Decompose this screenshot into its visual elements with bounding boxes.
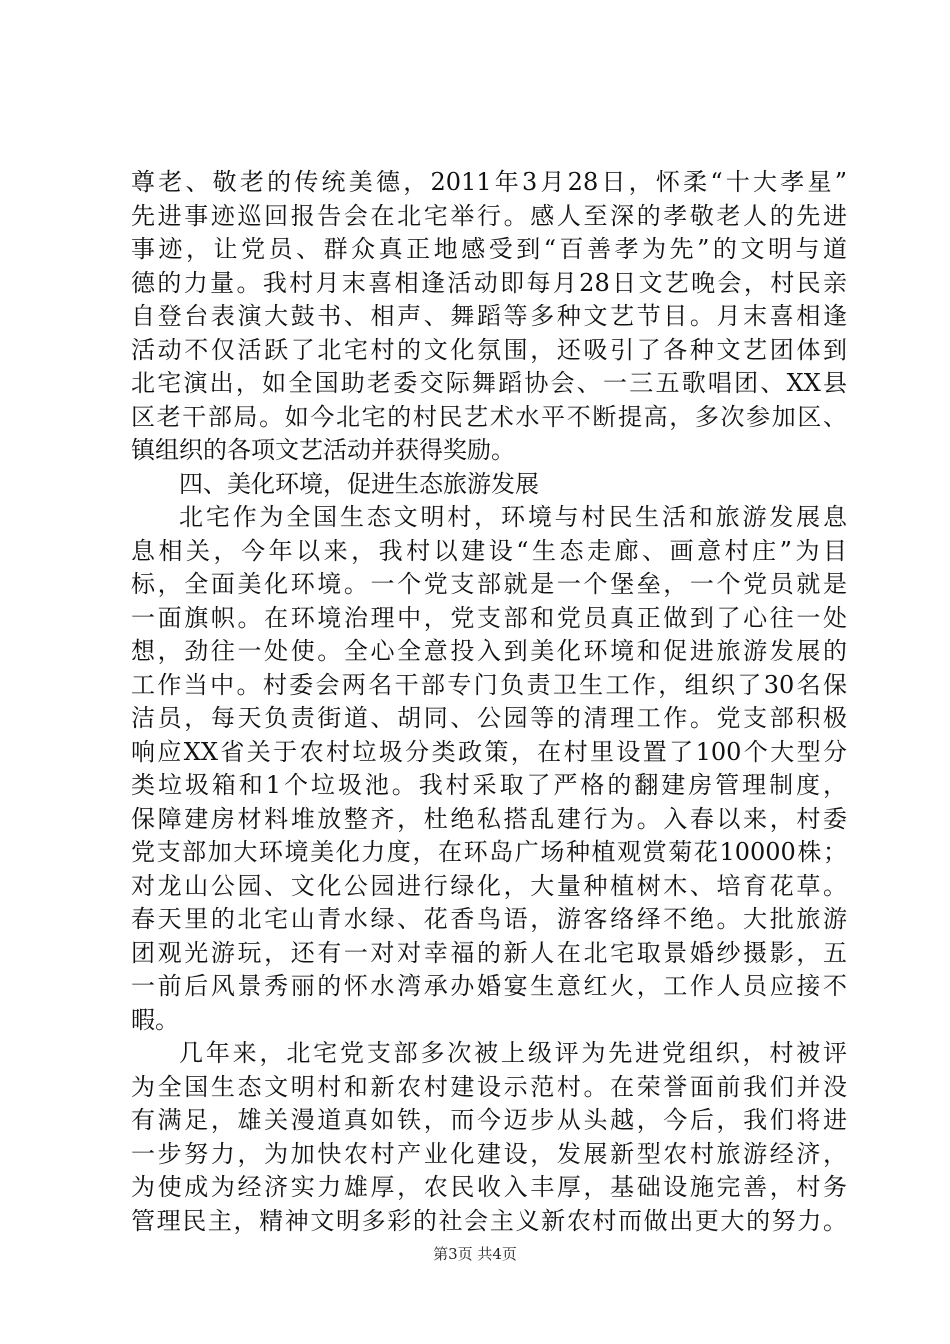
- text-line: 为全国生态文明村和新农村建设示范村。在荣誉面前我们并没: [131, 1072, 847, 1101]
- text-line: 北宅演出，如全国助老委交际舞蹈协会、一三五歌唱团、XX县: [131, 369, 847, 397]
- text-line: 德的力量。我村月末喜相逢活动即每月28日文艺晚会，村民亲: [131, 268, 847, 297]
- text-line: 区老干部局。如今北宅的村民艺术水平不断提高，多次参加区、: [131, 402, 847, 431]
- text-line: 团观光游玩，还有一对对幸福的新人在北宅取景婚纱摄影，五: [131, 938, 847, 967]
- text-line: 几年来，北宅党支部多次被上级评为先进党组织，村被评: [179, 1039, 847, 1067]
- text-line: 洁员，每天负责街道、胡同、公园等的清理工作。党支部积极: [131, 704, 847, 732]
- text-line: 工作当中。村委会两名干部专门负责卫生工作，组织了30名保: [131, 670, 847, 699]
- text-line: 息相关，今年以来，我村以建设“生态走廊、画意村庄”为目: [131, 536, 847, 565]
- text-line: 事迹，让党员、群众真正地感受到“百善孝为先”的文明与道: [131, 235, 847, 263]
- text-line: 一前后风景秀丽的怀水湾承办婚宴生意红火，工作人员应接不: [131, 972, 847, 1000]
- text-line: 北宅作为全国生态文明村，环境与村民生活和旅游发展息: [179, 503, 847, 531]
- text-line: 活动不仅活跃了北宅村的文化氛围，还吸引了各种文艺团体到: [131, 335, 847, 364]
- text-line: 标，全面美化环境。一个党支部就是一个堡垒，一个党员就是: [131, 570, 847, 598]
- text-line: 想，劲往一处使。全心全意投入到美化环境和促进旅游发展的: [131, 637, 847, 665]
- text-line: 为使成为经济实力雄厚，农民收入丰厚，基础设施完善，村务: [131, 1173, 847, 1201]
- text-line: 有满足，雄关漫道真如铁，而今迈步从头越，今后，我们将进: [131, 1106, 847, 1134]
- text-line: 对龙山公园、文化公园进行绿化，大量种植树木、培育花草。: [131, 871, 847, 900]
- section-heading: 四、美化环境，促进生态旅游发展: [179, 469, 539, 498]
- paragraph: [131, 166, 847, 468]
- paragraph: [131, 501, 847, 1037]
- text-line: 类垃圾箱和1个垃圾池。我村采取了严格的翻建房管理制度，: [131, 771, 847, 799]
- text-line: 党支部加大环境美化力度，在环岛广场种植观赏菊花10000株；: [131, 838, 847, 866]
- text-line: 一步努力，为加快农村产业化建设，发展新型农村旅游经济，: [131, 1139, 847, 1168]
- text-line: 一面旗帜。在环境治理中，党支部和党员真正做到了心往一处: [131, 603, 847, 632]
- text-line: 春天里的北宅山青水绿、花香鸟语，游客络绎不绝。大批旅游: [131, 905, 847, 933]
- text-line: 先进事迹巡回报告会在北宅举行。感人至深的孝敬老人的先进: [131, 201, 847, 230]
- paragraph: [131, 1037, 847, 1238]
- document-body: [131, 166, 847, 1238]
- text-line: 管理民主，精神文明多彩的社会主义新农村而做出更大的努力。: [131, 1206, 847, 1235]
- text-line: 尊老、敬老的传统美德，2011年3月28日，怀柔“十大孝星”: [131, 168, 847, 196]
- text-line: 暇。: [131, 1005, 179, 1034]
- text-line: 响应XX省关于农村垃圾分类政策，在村里设置了100个大型分: [131, 737, 847, 766]
- text-line: 镇组织的各项文艺活动并获得奖励。: [131, 436, 515, 464]
- page-footer: 第3页 共4页: [433, 1245, 517, 1263]
- text-line: 保障建房材料堆放整齐，杜绝私搭乱建行为。入春以来，村委: [131, 804, 847, 833]
- text-line: 自登台表演大鼓书、相声、舞蹈等多种文艺节目。月末喜相逢: [131, 302, 847, 330]
